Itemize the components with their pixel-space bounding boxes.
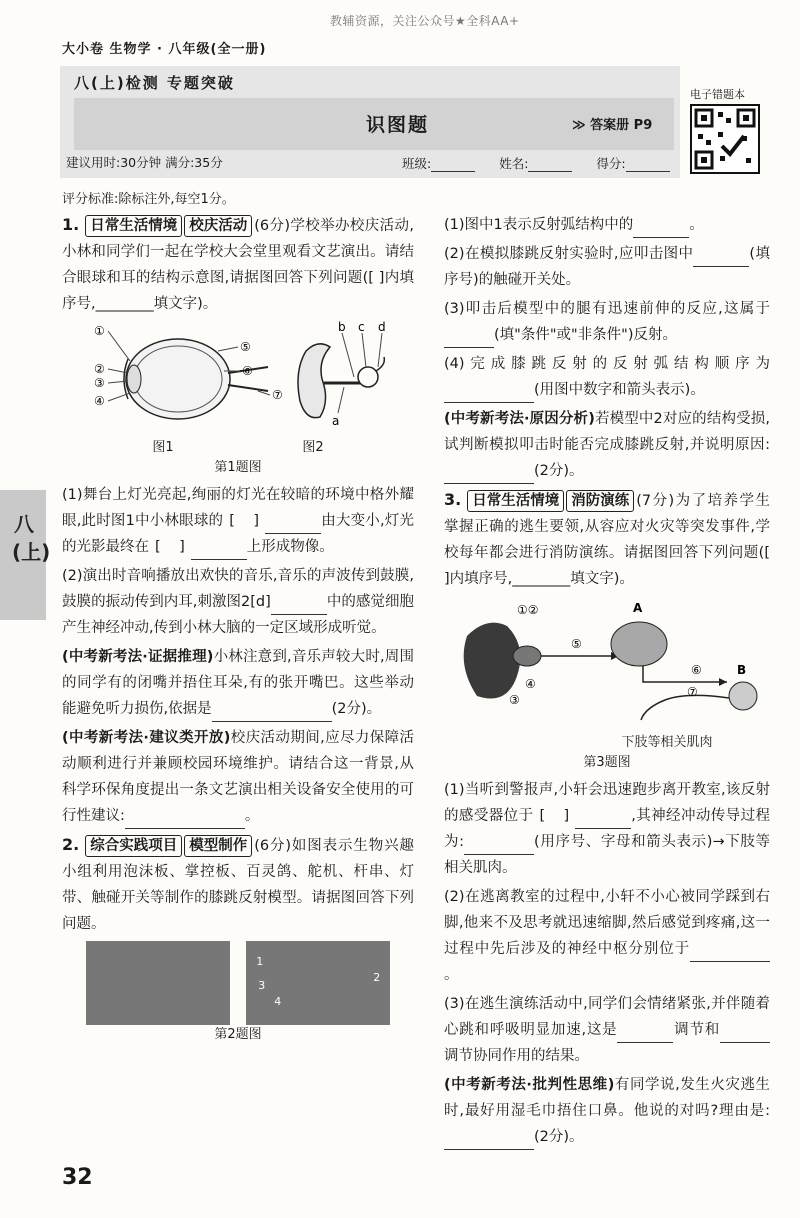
q1-s2-blank[interactable]: [271, 596, 327, 615]
q2-intro-text: (6分)如图表示生物兴趣小组利用泡沫板、掌控板、百灵鸽、舵机、杆串、灯带、触碰开关等制作的膝跳反射模型。请据图回答下列问题。: [62, 838, 414, 932]
q2-subquestion-3: [444, 296, 770, 348]
q3-subquestion-3: [444, 991, 770, 1069]
q3-s2-end: 。: [444, 967, 459, 983]
q1-s4-end: 。: [244, 808, 260, 824]
photo-label-3: 3: [258, 979, 266, 992]
name-label: 姓名:: [499, 156, 529, 171]
question-1-number: 1.: [62, 215, 80, 234]
fig1-label-4: ④: [94, 394, 105, 408]
q2-figure-caption: 第2题图: [214, 1027, 262, 1042]
class-label: 班级:: [402, 156, 432, 171]
fig3-label-A: A: [633, 601, 643, 615]
q2-s5-tag: (中考新考法·原因分析): [444, 411, 595, 427]
section-tag: 八(上)检测 专题突破: [74, 74, 235, 92]
student-info-fields: [402, 153, 690, 172]
q2-subquestion-5: [444, 406, 770, 484]
q2-s2-blank[interactable]: [693, 248, 749, 267]
q1-s4-tag: (中考新考法·建议类开放): [62, 730, 231, 746]
q1-s3-end: (2分)。: [331, 701, 382, 717]
q2-s3-text-a: (3)叩击后模型中的腿有迅速前伸的反应,这属于: [444, 301, 770, 317]
q2-s1-text: (1)图中1表示反射弧结构中的: [444, 217, 634, 233]
q1-s1-text-a: (1)舞台上灯光亮起,绚丽的灯光在较暗的环境中格外耀眼,此时图1中小林眼球的: [62, 487, 414, 529]
fig2-label-b: b: [338, 321, 346, 334]
q1-s3-text: 小林注意到,音乐声较大时,周围的同学有的闭嘴并捂住耳朵,有的张开嘴巴。这些举动能避免听力损伤,依据是: [62, 649, 415, 717]
q3-context-tag: 日常生活情境: [467, 490, 564, 512]
q2-figures: [62, 941, 414, 1045]
q3-s4-end: (2分)。: [534, 1129, 584, 1145]
q2-s3-blank[interactable]: [444, 329, 494, 348]
q3-s2-text-a: (2)在逃离教室的过程中,小轩不小心被同学踩到右脚,他来不及思考就迅速缩脚,然后感觉到疼痛,这一过程中先后涉及的神经中枢分别位于: [444, 889, 770, 957]
fig3-label-12: ①②: [517, 603, 539, 617]
q3-s4-blank[interactable]: [444, 1131, 534, 1150]
q2-s2-text-b: (填序号)的触碰开关处。: [444, 246, 770, 288]
fig3-label-5: ⑤: [571, 637, 582, 651]
q1-s1-text-b: 由大变小,灯光的光影最终在: [62, 513, 415, 555]
q2-s1-end: 。: [689, 217, 704, 233]
score-label: 得分:: [596, 156, 626, 171]
question-3-intro: [444, 487, 770, 592]
knee-model-photo-1: [86, 941, 230, 1025]
q2-s5-text: 若模型中2对应的结构受损,试判断模拟叩击时能否完成膝跳反射,并说明原因:: [444, 411, 770, 453]
side-tab-label: 八(上): [12, 512, 51, 564]
q1-s4-text: 校庆活动期间,应尽力保障活动顺利进行并兼顾校园环境维护。请结合这一背景,从科学环保角度提出一条文艺演出相关设备安全使用的可行性建议:: [62, 730, 415, 824]
q2-s1-blank[interactable]: [633, 219, 689, 238]
reflex-pathway-diagram: [447, 596, 767, 724]
q1-subquestion-1: [62, 482, 414, 560]
q1-s3-tag: (中考新考法·证据推理): [62, 649, 214, 665]
q1-subquestion-3: [62, 644, 414, 722]
knee-model-photo-2: [246, 941, 390, 1025]
q3-s1-blank-1[interactable]: [575, 810, 631, 829]
scoring-note: 评分标准:除标注外,每空1分。: [62, 192, 235, 207]
question-3-number: 3.: [444, 490, 462, 509]
eye-ear-diagram: [68, 321, 408, 429]
q3-figure-caption: 第3题图: [583, 755, 631, 770]
q2-s4-text-b: (用图中数字和箭头表示)。: [534, 382, 705, 398]
qr-label: 电子错题本: [690, 88, 745, 101]
q2-topic-tag: 模型制作: [184, 835, 252, 857]
fig3-label-6: ⑥: [691, 663, 702, 677]
q2-subquestion-4: [444, 351, 770, 403]
fig2-label-d: d: [378, 321, 386, 334]
fig3-label-4: ④: [525, 677, 536, 691]
q3-s1-bracket[interactable]: [ ]: [539, 808, 570, 824]
right-column: [444, 212, 770, 1153]
fig2-caption: 图2: [302, 440, 324, 455]
q1-context-tag: 日常生活情境: [85, 215, 182, 237]
q3-s1-text-c: (用序号、字母和箭头表示)→下肢等相关肌肉。: [444, 834, 771, 876]
q3-subquestion-4: [444, 1072, 770, 1150]
question-2-number: 2.: [62, 835, 80, 854]
q3-subquestion-2: [444, 884, 770, 988]
q3-s4-tag: (中考新考法·批判性思维): [444, 1077, 615, 1093]
q3-s4-text: 有同学说,发生火灾逃生时,最好用湿毛巾捂住口鼻。他说的对吗?理由是:: [444, 1077, 771, 1119]
q1-s2-text-a: (2)演出时音响播放出欢快的音乐,音乐的声波传到鼓膜,鼓膜的振动传到内耳,刺激图2[d]: [62, 568, 414, 610]
left-column: [62, 212, 414, 1049]
q1-s1-blank-1[interactable]: [265, 515, 321, 534]
page-title: 识图题: [366, 114, 430, 136]
fig1-label-1: ①: [94, 324, 105, 338]
fig1-label-3: ③: [94, 376, 105, 390]
q3-subquestion-1: [444, 777, 770, 881]
watermark-text: 教辅资源，关注公众号★全科AA+: [330, 14, 520, 28]
q3-s3-text-a: (3)在逃生演练活动中,同学们会情绪紧张,并伴随着心跳和呼吸明显加速,这是: [444, 996, 770, 1038]
time-score-info: 建议用时:30分钟 满分:35分: [66, 155, 223, 170]
photo-label-1: 1: [256, 955, 264, 968]
q1-figures: [62, 321, 414, 478]
q1-s1-bracket-2[interactable]: [ ]: [155, 539, 185, 555]
answer-reference: ≫ 答案册 P9: [572, 118, 653, 133]
fig1-label-7: ⑦: [272, 388, 283, 402]
q3-s3-blank-2[interactable]: [720, 1024, 770, 1043]
fig2-label-c: c: [358, 321, 365, 334]
photo-label-2: 2: [373, 971, 381, 984]
q1-s1-text-c: 上形成物像。: [246, 539, 334, 555]
q1-subquestion-2: [62, 563, 414, 641]
q2-s4-blank[interactable]: [444, 384, 534, 403]
book-title: 大小卷 生物学 · 八年级(全一册): [62, 42, 267, 57]
fig1-caption: 图1: [152, 440, 174, 455]
fig3-muscle-label: 下肢等相关肌肉: [621, 735, 713, 750]
q2-subquestion-2: [444, 241, 770, 293]
name-blank[interactable]: [528, 153, 572, 172]
q3-topic-tag: 消防演练: [566, 490, 634, 512]
q3-figure: [444, 596, 770, 773]
score-blank[interactable]: [626, 153, 670, 172]
q1-subquestion-4: [62, 725, 414, 829]
q3-s3-blank-1[interactable]: [617, 1024, 673, 1043]
q3-intro-text: (7分)为了培养学生掌握正确的逃生要领,从容应对火灾等突发事件,学校每年都会进行消防演练。请据图回答下列问题([ ]内填序号,________填文字)。: [444, 493, 770, 587]
q1-topic-tag: 校庆活动: [184, 215, 252, 237]
q2-s2-text-a: (2)在模拟膝跳反射实验时,应叩击图中: [444, 246, 694, 262]
question-1-intro: [62, 212, 414, 317]
qr-code-icon[interactable]: [690, 104, 760, 174]
q2-s5-blank[interactable]: [444, 465, 534, 484]
q1-s4-blank[interactable]: [125, 810, 245, 829]
q3-s3-text-c: 调节协同作用的结果。: [444, 1048, 589, 1064]
q3-s3-text-b: 调节和: [673, 1022, 721, 1038]
q1-figure-caption: 第1题图: [214, 460, 262, 475]
q3-s1-text-b: ,其神经冲动传导过程为:: [444, 808, 771, 850]
fig1-label-2: ②: [94, 362, 105, 376]
fig1-label-6: ⑥: [242, 364, 253, 378]
q2-s3-text-b: (填"条件"或"非条件")反射。: [494, 327, 677, 343]
q1-s2-text-b: 中的感觉细胞产生神经冲动,传到小林大脑的一定区域形成听觉。: [62, 594, 414, 636]
question-2-intro: [62, 832, 414, 937]
q1-intro-text: (6分)学校举办校庆活动,小林和同学们一起在学校大会堂里观看文艺演出。请结合眼球和耳的结构示意图,请据图回答下列问题([ ]内填序号,________填文字)。: [62, 218, 414, 312]
fig3-label-7: ⑦: [687, 685, 698, 699]
fig2-label-a: a: [332, 414, 340, 428]
q2-subquestion-1: [444, 212, 770, 238]
fig3-label-3: ③: [509, 693, 520, 707]
q3-s1-text-a: (1)当听到警报声,小轩会迅速跑步离开教室,该反射的感受器位于: [444, 782, 770, 824]
fig1-label-5: ⑤: [240, 340, 251, 354]
page-number: 32: [62, 1165, 93, 1190]
q1-s3-blank[interactable]: [212, 703, 332, 722]
q2-s4-text-a: (4)完成膝跳反射的反射弧结构顺序为: [444, 356, 770, 372]
fig3-label-B: B: [737, 663, 747, 677]
photo-label-4: 4: [274, 995, 282, 1008]
q1-s1-blank-2[interactable]: [191, 541, 247, 560]
q2-context-tag: 综合实践项目: [85, 835, 182, 857]
class-blank[interactable]: [431, 153, 475, 172]
q1-s1-bracket-1[interactable]: [ ]: [229, 513, 259, 529]
q2-s5-end: (2分)。: [534, 463, 584, 479]
q3-s1-blank-2[interactable]: [464, 836, 534, 855]
q3-s2-blank[interactable]: [690, 943, 770, 962]
